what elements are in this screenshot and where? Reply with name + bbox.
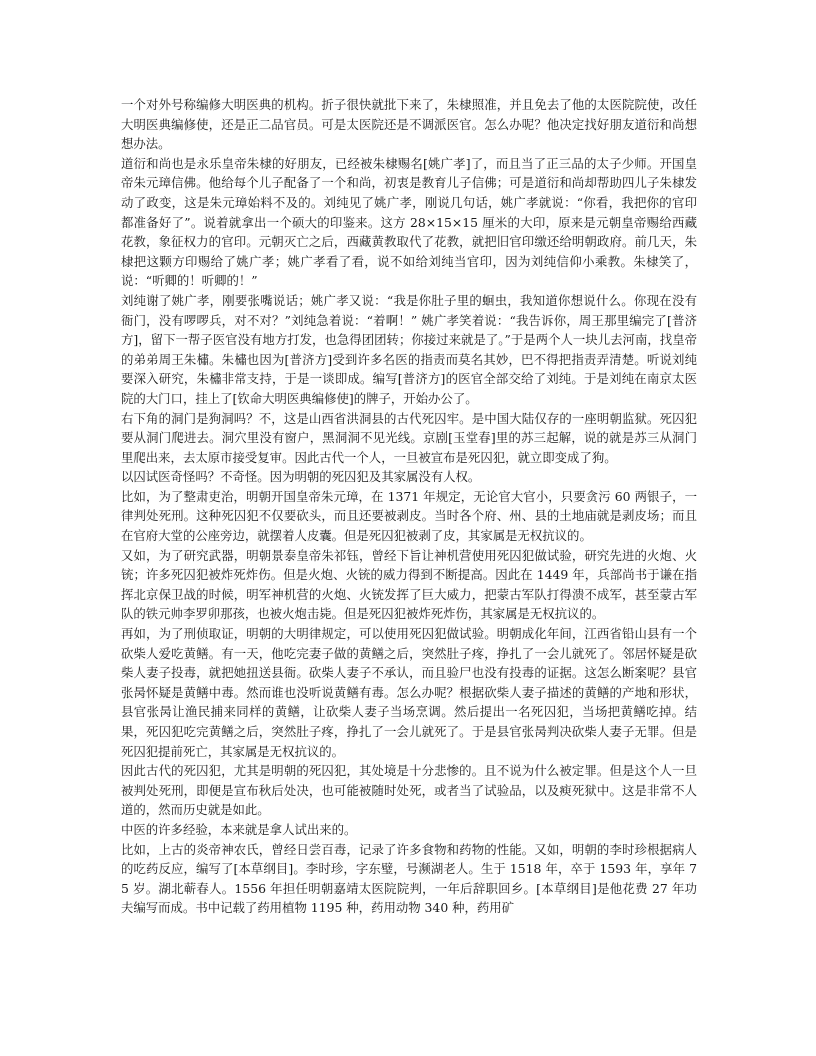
paragraph-8: 再如，为了刑侦取证，明朝的大明律规定，可以使用死囚犯做试验。明朝成化年间，江西省铅山县有一个砍柴人爱吃黄鳝。有一天，他吃完妻子做的黄鳝之后，突然肚子疼，挣扎了一会儿就死了。邻居怀疑是砍柴人妻子投毒，就把她扭送县衙。砍柴人妻子不承认，而且验尸也没有投毒的证据。这怎么断案呢？县官张昺怀疑是黄鳝中毒。然而谁也没听说黄鳝有毒。怎么办呢？根据砍柴人妻子描述的黄鳝的产地和形状，县官张昺让渔民捕来同样的黄鳝，让砍柴人妻子当场烹调。然后提出一名死囚犯，当场把黄鳝吃掉。结果，死囚犯吃完黄鳝之后，突然肚子疼，挣扎了一会儿就死了。于是县官张昺判决砍柴人妻子无罪。但是死囚犯提前死亡，其家属是无权抗议的。 (121, 626, 697, 759)
paragraph-7: 又如，为了研究武器，明朝景泰皇帝朱祁钰，曾经下旨让神机营使用死囚犯做试验，研究先进的火炮、火铳；许多死囚犯被炸死炸伤。但是火炮、火铳的威力得到不断提高。因此在 1449 年，兵部尚书于谦在指挥北京保卫战的时候，明军神机营的火炮、火铳发挥了巨大威力，把蒙古军队打得溃不成军，甚至蒙古军队的铁元帅李罗卯那孩，也被火炮击毙。但是死囚犯被炸死炸伤，其家属是无权抗议的。 (121, 547, 697, 622)
paragraph-1: 一个对外号称编修大明医典的机构。折子很快就批下来了，朱棣照准，并且免去了他的太医院院使，改任大明医典编修使，还是正二品官员。可是太医院还是不调派医官。怎么办呢？他决定找好朋友道衍和尚想想办法。 (121, 97, 697, 152)
document-page (121, 95, 697, 918)
paragraph-6: 比如，为了整肃吏治，明朝开国皇帝朱元璋，在 1371 年规定，无论官大官小，只要贪污 60 两银子，一律判处死刑。这种死囚犯不仅要砍头，而且还要被剥皮。当时各个府、州、县的土地庙就是剥皮场；而且在官府大堂的公座旁边，就摆着人皮囊。但是死囚犯被剥了皮，其家属是无权抗议的。 (121, 488, 697, 544)
paragraph-5: 以囚试医奇怪吗？不奇怪。因为明朝的死囚犯及其家属没有人权。 (121, 469, 481, 485)
paragraph-3: 刘纯谢了姚广孝，刚要张嘴说话；姚广孝又说：“我是你肚子里的蛔虫，我知道你想说什么。你现在没有衙门，没有啰啰兵，对不对？”刘纯急着说：“着啊！” 姚广孝笑着说：“我告诉你，周王那里编完了[普济方]，留下一帮子医官没有地方打发，也急得团团转；你接过来就是了。”于是两个人一块儿去河南，找皇帝的弟弟周王朱橚。朱橚也因为[普济方]受到许多名医的指责而莫名其妙，巴不得把指责弄清楚。听说刘纯要深入研究，朱橚非常支持，于是一谈即成。编写[普济方]的医官全部交给了刘纯。于是刘纯在南京太医院的大门口，挂上了[钦命大明医典编修使]的牌子，开始办公了。 (121, 292, 697, 406)
paragraph-9: 因此古代的死囚犯，尤其是明朝的死囚犯，其处境是十分悲惨的。且不说为什么被定罪。但是这个人一旦被判处死刑，即便是宣布秋后处决，也可能被随时处死，或者当了试验品，以及瘐死狱中。这是非常不人道的，然而历史就是如此。 (121, 763, 697, 818)
paragraph-10: 中医的许多经验，本来就是拿人试出来的。 (121, 821, 357, 837)
paragraph-11: 比如，上古的炎帝神农氏，曾经日尝百毒，记录了许多食物和药物的性能。又如，明朝的李时珍根据病人的吃药反应，编写了[本草纲目]。李时珍，字东璧，号濒湖老人。生于 1518 年，卒于 1593 年，享年 75 岁。湖北蕲春人。1556 年担任明朝嘉靖太医院院判，一年后辞职回乡。[本草纲目]是他花费 27 年功夫编写而成。书中记载了药用植物 1195 种，药用动物 340 种，药用矿 (121, 841, 697, 916)
paragraph-2: 道衍和尚也是永乐皇帝朱棣的好朋友，已经被朱棣赐名[姚广孝]了，而且当了正三品的太子少师。开国皇帝朱元璋信佛。他给每个儿子配备了一个和尚，初衷是教育儿子信佛；可是道衍和尚却帮助四儿子朱棣发动了政变，这是朱元璋始料不及的。刘纯见了姚广孝，刚说几句话，姚广孝就说：“你看，我把你的官印都准备好了”。说着就拿出一个硕大的印鉴来。这方 28×15×15 厘米的大印，原来是元朝皇帝赐给西藏花教，象征权力的官印。元朝灭亡之后，西藏黄教取代了花教，就把旧官印缴还给明朝政府。前几天，朱棣把这颗方印赐给了姚广孝；姚广孝看了看，说不如给刘纯当官印，因为刘纯信仰小乘教。朱棣笑了，说：“听卿的！听卿的！” (121, 155, 697, 289)
paragraph-4: 右下角的洞门是狗洞吗？不，这是山西省洪洞县的古代死囚牢。是中国大陆仅存的一座明朝监狱。死囚犯要从洞门爬进去。洞穴里没有窗户，黑洞洞不见光线。京剧[玉堂春]里的苏三起解，说的就是苏三从洞门里爬出来，去太原市接受复审。因此古代一个人，一旦被宣布是死囚犯，就立即变成了狗。 (121, 410, 697, 465)
